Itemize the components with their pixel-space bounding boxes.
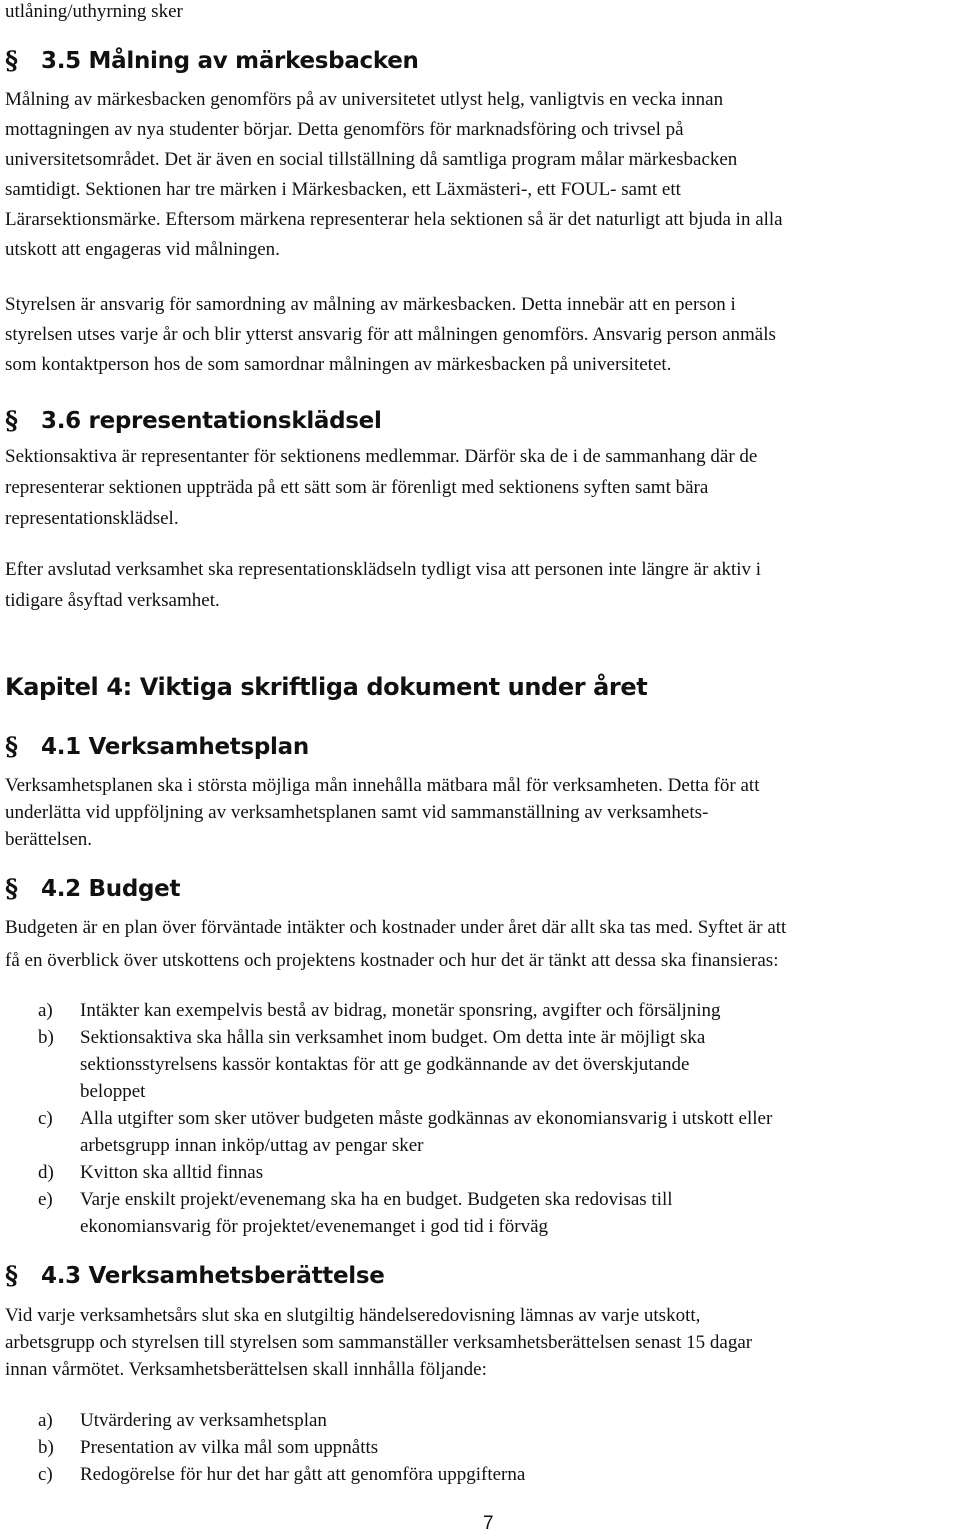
text-line: representerar sektionen uppträda på ett sätt som är förenligt med sektionens syften samt bära bbox=[5, 477, 709, 498]
section-title: 4.2 Budget bbox=[41, 876, 181, 902]
text-line: Kvitton ska alltid finnas bbox=[80, 1162, 264, 1183]
list-marker: d) bbox=[38, 1162, 54, 1183]
list-marker: c) bbox=[38, 1464, 53, 1485]
paragraph-4-1 bbox=[5, 772, 960, 853]
list-marker: b) bbox=[38, 1027, 54, 1048]
text-line: Styrelsen är ansvarig för samordning av målning av märkesbacken. Detta innebär att en person i bbox=[5, 294, 736, 315]
text-line: som kontaktperson hos de som samordnar målningen av märkesbacken på universitetet. bbox=[5, 354, 672, 375]
list-marker: a) bbox=[38, 1410, 53, 1431]
list-item bbox=[38, 1461, 938, 1488]
list-item bbox=[38, 1186, 938, 1240]
text-line: Intäkter kan exempelvis bestå av bidrag, monetär sponsring, avgifter och försäljning bbox=[80, 1000, 721, 1021]
text-line: Utvärdering av verksamhetsplan bbox=[80, 1410, 327, 1431]
section-heading-4-2 bbox=[5, 874, 180, 904]
text-line: underlätta vid uppföljning av verksamhetsplanen samt vid sammanställning av verksamhets- bbox=[5, 802, 709, 823]
list-item bbox=[38, 1024, 938, 1105]
list-text bbox=[80, 1407, 938, 1434]
section-mark: § bbox=[5, 732, 18, 761]
list-item bbox=[38, 997, 938, 1024]
list-text bbox=[80, 1105, 938, 1159]
section-title: 3.5 Målning av märkesbacken bbox=[41, 48, 419, 74]
continued-text: utlåning/uthyrning sker bbox=[5, 1, 183, 22]
list-text bbox=[80, 1461, 938, 1488]
text-line: samtidigt. Sektionen har tre märken i Märkesbacken, ett Läxmästeri-, ett FOUL- samt ett bbox=[5, 179, 681, 200]
list-text bbox=[80, 1024, 938, 1105]
budget-list bbox=[38, 997, 938, 1240]
text-line: beloppet bbox=[80, 1081, 146, 1102]
list-marker: c) bbox=[38, 1108, 53, 1129]
section-title: 3.6 representationsklädsel bbox=[41, 408, 382, 434]
paragraph-3-5-a bbox=[5, 86, 960, 263]
text-line: Lärarsektionsmärke. Eftersom märkena representerar hela sektionen så är det naturligt att bjuda in alla bbox=[5, 209, 783, 230]
page-number: 7 bbox=[483, 1513, 494, 1534]
text-line: Alla utgifter som sker utöver budgeten måste godkännas av ekonomiansvarig i utskott eller bbox=[80, 1108, 773, 1129]
text-line: Efter avslutad verksamhet ska representationsklädseln tydligt visa att personen inte längre är aktiv i bbox=[5, 559, 762, 580]
text-line: innan vårmötet. Verksamhetsberättelsen skall innhålla följande: bbox=[5, 1359, 487, 1380]
paragraph-3-6-a bbox=[5, 443, 960, 532]
list-text bbox=[80, 1434, 938, 1461]
text-line: få en överblick över utskottens och projektens kostnader och hur det är tänkt att dessa ska finansieras: bbox=[5, 950, 779, 971]
chapter-heading: Kapitel 4: Viktiga skriftliga dokument under året bbox=[5, 673, 648, 701]
section-heading-4-3 bbox=[5, 1261, 385, 1291]
section-mark: § bbox=[5, 406, 18, 435]
text-line: arbetsgrupp och styrelsen till styrelsen som sammanställer verksamhetsberättelsen senast 15 dagar bbox=[5, 1332, 753, 1353]
text-line: styrelsen utses varje år och blir ytterst ansvarig för att målningen genomförs. Ansvarig person anmäls bbox=[5, 324, 776, 345]
section-heading-3-5 bbox=[5, 46, 419, 76]
text-line: tidigare åsyftad verksamhet. bbox=[5, 590, 220, 611]
text-line: Sektionsaktiva är representanter för sektionens medlemmar. Därför ska de i de sammanhang där de bbox=[5, 446, 758, 467]
section-heading-4-1 bbox=[5, 732, 309, 762]
paragraph-3-6-b bbox=[5, 556, 960, 614]
list-marker: e) bbox=[38, 1189, 53, 1210]
list-text bbox=[80, 1159, 938, 1186]
text-line: Vid varje verksamhetsårs slut ska en slutgiltig händelseredovisning lämnas av varje utskott, bbox=[5, 1305, 701, 1326]
text-line: berättelsen. bbox=[5, 829, 93, 850]
list-item bbox=[38, 1434, 938, 1461]
text-line: mottagningen av nya studenter börjar. Detta genomförs för marknadsföring och trivsel på bbox=[5, 119, 684, 140]
paragraph-3-5-b bbox=[5, 291, 960, 378]
list-text bbox=[80, 997, 938, 1024]
section-mark: § bbox=[5, 46, 18, 75]
text-line: utskott att engageras vid målningen. bbox=[5, 239, 280, 260]
list-item bbox=[38, 1407, 938, 1434]
text-line: representationsklädsel. bbox=[5, 508, 179, 529]
text-line: Varje enskilt projekt/evenemang ska ha en budget. Budgeten ska redovisas till bbox=[80, 1189, 673, 1210]
text-line: universitetsområdet. Det är även en social tillställning då samtliga program målar märkesbacken bbox=[5, 149, 738, 170]
section-mark: § bbox=[5, 874, 18, 903]
text-line: sektionsstyrelsens kassör kontaktas för att ge godkännande av det överskjutande bbox=[80, 1054, 690, 1075]
section-title: 4.3 Verksamhetsberättelse bbox=[41, 1263, 385, 1289]
list-marker: a) bbox=[38, 1000, 53, 1021]
list-item bbox=[38, 1159, 938, 1186]
text-line: Redogörelse för hur det har gått att genomföra uppgifterna bbox=[80, 1464, 526, 1485]
text-line: Budgeten är en plan över förväntade intäkter och kostnader under året där allt ska tas med. Syftet är att bbox=[5, 917, 787, 938]
text-line: ekonomiansvarig för projektet/evenemanget i god tid i förväg bbox=[80, 1216, 548, 1237]
list-item bbox=[38, 1105, 938, 1159]
list-text bbox=[80, 1186, 938, 1240]
text-line: arbetsgrupp innan inköp/uttag av pengar sker bbox=[80, 1135, 424, 1156]
text-line: Sektionsaktiva ska hålla sin verksamhet inom budget. Om detta inte är möjligt ska bbox=[80, 1027, 706, 1048]
text-line: Presentation av vilka mål som uppnåtts bbox=[80, 1437, 379, 1458]
text-line: Målning av märkesbacken genomförs på av universitetet utlyst helg, vanligtvis en vecka innan bbox=[5, 89, 724, 110]
section-mark: § bbox=[5, 1261, 18, 1290]
section-title: 4.1 Verksamhetsplan bbox=[41, 734, 309, 760]
section-heading-3-6 bbox=[5, 406, 382, 436]
text-line: Verksamhetsplanen ska i största möjliga mån innehålla mätbara mål för verksamheten. Detta för att bbox=[5, 775, 760, 796]
paragraph-4-3 bbox=[5, 1302, 960, 1383]
list-marker: b) bbox=[38, 1437, 54, 1458]
paragraph-4-2 bbox=[5, 914, 960, 974]
report-list bbox=[38, 1407, 938, 1488]
